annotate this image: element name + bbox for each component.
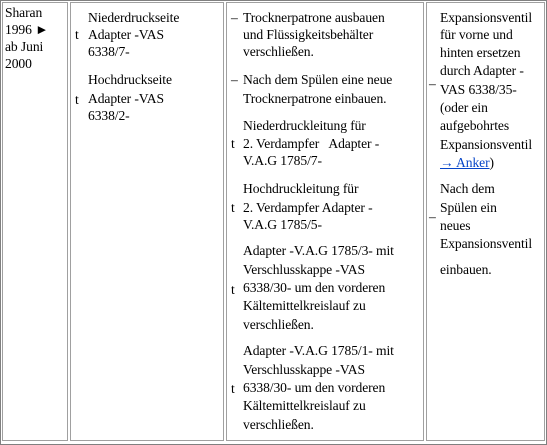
step-text: V.A.G 1785/5- [243, 217, 322, 232]
step-text: Hochdruckleitung für [243, 181, 359, 196]
step-text: Verschlusskappe -VAS [243, 262, 365, 277]
adapter-text: Hochdruckseite [88, 72, 172, 87]
step-text: Trocknerpatrone ausbauen [243, 10, 385, 25]
valve-text: VAS 6338/35- [440, 82, 517, 97]
adapter-text: Niederdruckseite [88, 10, 180, 25]
step-text: und Flüssigkeitsbehälter [243, 27, 374, 42]
adapter-text: Adapter -VAS [88, 27, 164, 42]
adapter-text: 6338/2- [88, 108, 130, 123]
valve-text: einbauen. [440, 262, 492, 277]
valve-text: Nach dem [440, 181, 495, 196]
valve-text: hinten ersetzen [440, 45, 521, 60]
bullet-marker: t [231, 200, 235, 215]
model-line: ab Juni [5, 39, 44, 54]
cell-adapters [70, 2, 224, 441]
valve-text: Spülen ein [440, 200, 497, 215]
step-text: Adapter -V.A.G 1785/1- mit [243, 343, 394, 358]
bullet-marker: t [231, 136, 235, 151]
step-text: Niederdruckleitung für [243, 118, 366, 133]
model-line: 2000 [5, 56, 32, 71]
step-text: Nach dem Spülen eine neue [243, 72, 393, 87]
step-text: 6338/30- um den vorderen [243, 380, 386, 395]
adapter-text: Adapter -VAS [88, 91, 164, 106]
dash-marker: – [429, 76, 436, 91]
valve-text: (oder ein [440, 100, 488, 115]
valve-text: neues [440, 218, 471, 233]
step-text: verschließen. [243, 417, 314, 432]
valve-text: Expansionsventil [440, 137, 533, 152]
model-line: Sharan [5, 5, 43, 20]
model-line: 1996 ► [5, 22, 49, 37]
valve-text: Expansionsventil [440, 10, 533, 25]
step-text: Kältemittelkreislauf zu [243, 298, 366, 313]
dash-marker: – [429, 209, 436, 224]
step-text: 2. Verdampfer Adapter - [243, 136, 380, 151]
dash-marker: – [231, 10, 238, 25]
valve-text: aufgebohrtes [440, 118, 510, 133]
bullet-marker: t [75, 92, 79, 107]
step-text: V.A.G 1785/7- [243, 153, 322, 168]
step-text: Kältemittelkreislauf zu [243, 398, 366, 413]
dash-marker: – [231, 72, 238, 87]
step-text: Adapter -V.A.G 1785/3- mit [243, 243, 394, 258]
step-text: 2. Verdampfer Adapter - [243, 200, 373, 215]
adapter-text: 6338/7- [88, 44, 130, 59]
valve-text: für vorne und [440, 27, 513, 42]
bullet-marker: t [231, 282, 235, 297]
valve-text: durch Adapter - [440, 63, 524, 78]
step-text: verschließen. [243, 317, 314, 332]
anchor-link[interactable]: → Anker [440, 155, 490, 170]
valve-text: Expansionsventil [440, 236, 533, 251]
anchor-line [440, 155, 494, 172]
anchor-suffix: ) [489, 155, 494, 170]
step-text: verschließen. [243, 44, 314, 59]
bullet-marker: t [75, 27, 79, 42]
bullet-marker: t [231, 381, 235, 396]
step-text: Trocknerpatrone einbauen. [243, 91, 387, 106]
step-text: 6338/30- um den vorderen [243, 280, 386, 295]
step-text: Verschlusskappe -VAS [243, 362, 365, 377]
